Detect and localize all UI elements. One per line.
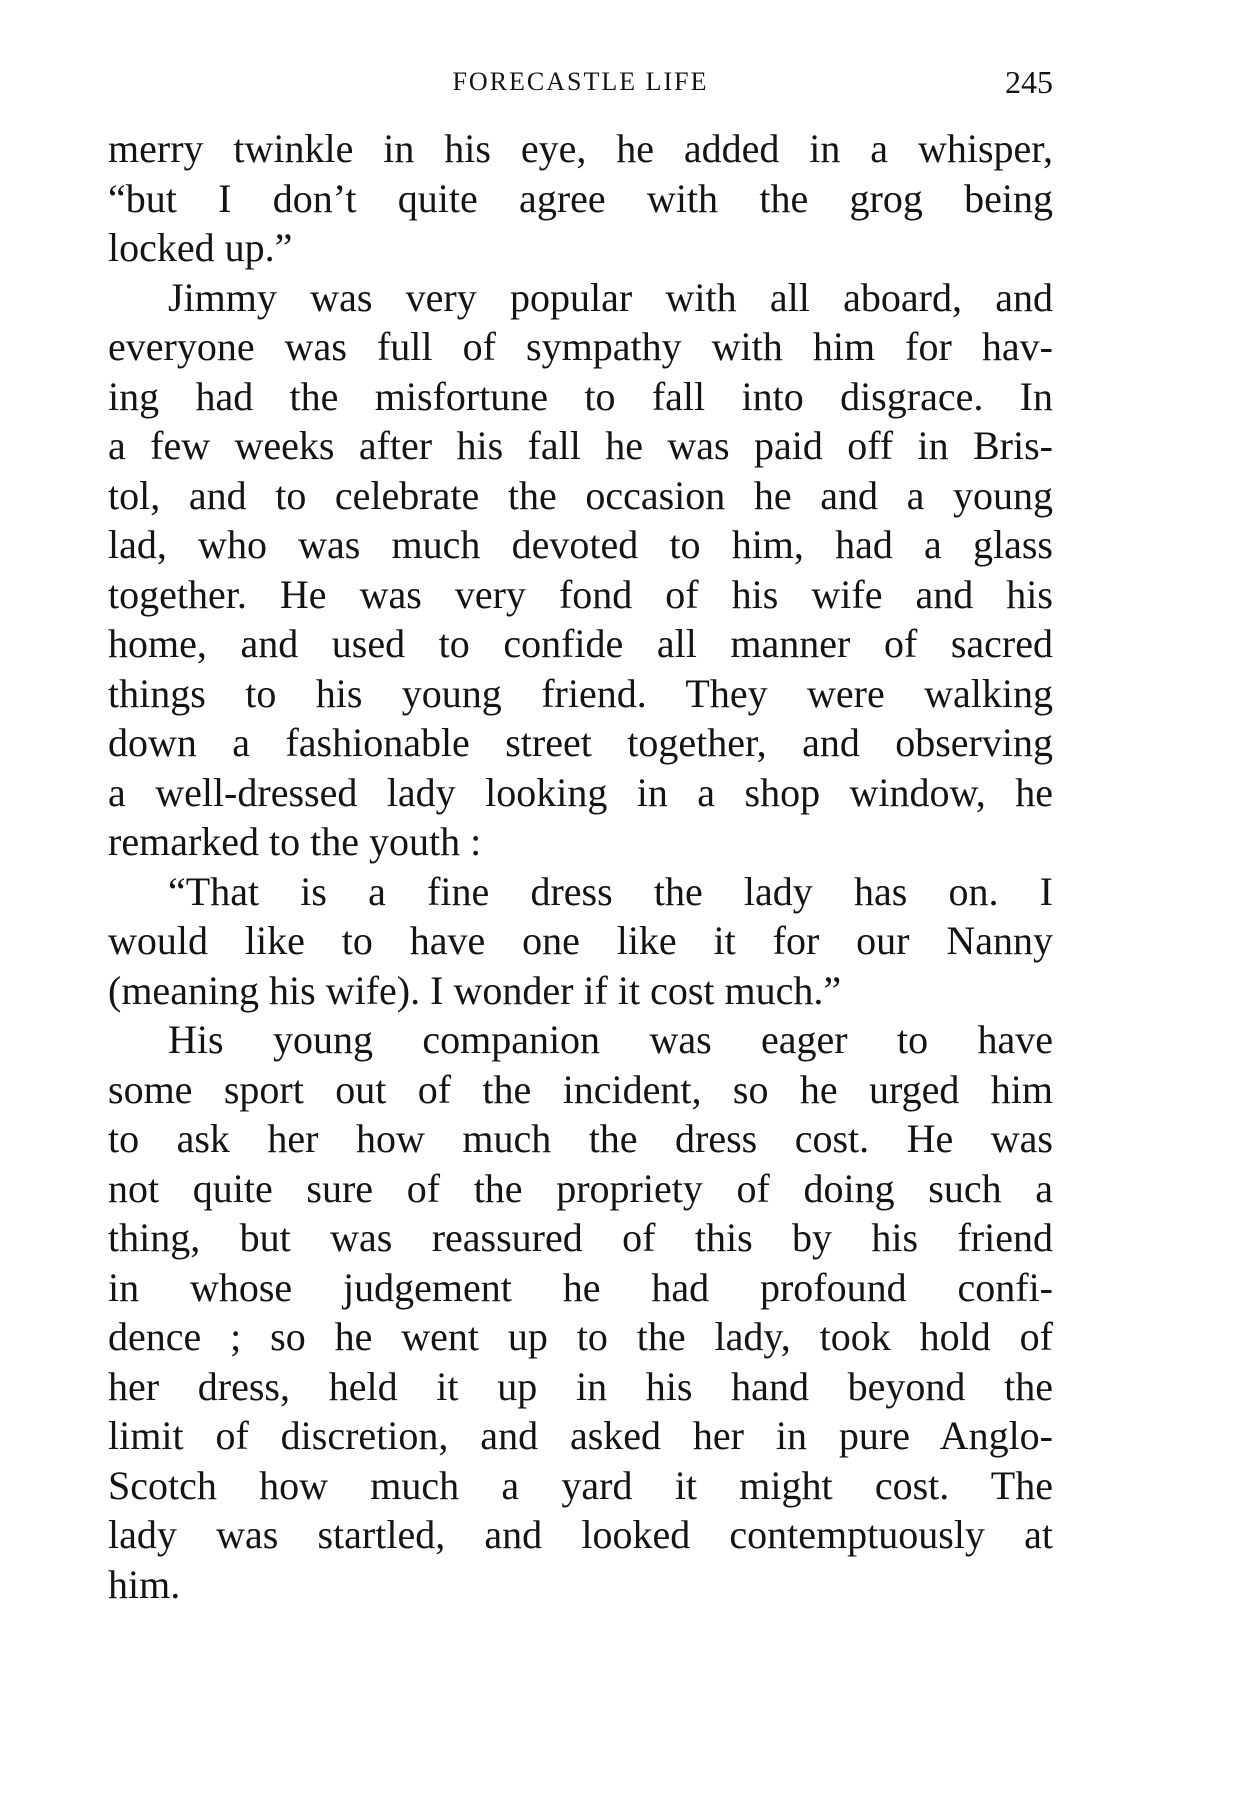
text-line: merry twinkle in his eye, he added in a whisper,: [108, 126, 1053, 171]
body-text: [108, 124, 1053, 1609]
text-line: remarked to the youth :: [108, 819, 482, 864]
text-line: locked up.”: [108, 225, 293, 270]
text-line: some sport out of the incident, so he urged him: [108, 1066, 1053, 1112]
text-line: her dress, held it up in his hand beyond the: [108, 1363, 1053, 1409]
text-line: limit of discretion, and asked her in pure Anglo-: [108, 1413, 1053, 1458]
text-line: together. He was very fond of his wife and his: [108, 571, 1053, 617]
page-number: 245: [1005, 64, 1053, 100]
text-line: (meaning his wife). I wonder if it cost much.”: [108, 967, 842, 1013]
text-line: a well-dressed lady looking in a shop window, he: [108, 769, 1053, 815]
text-line: to ask her how much the dress cost. He was: [108, 1116, 1053, 1161]
running-title: FORECASTLE LIFE: [452, 67, 709, 96]
text-line: dence ; so he went up to the lady, took hold of: [108, 1314, 1053, 1359]
text-line: lady was startled, and looked contemptuously at: [108, 1512, 1053, 1557]
text-line: tol, and to celebrate the occasion he and a young: [108, 472, 1053, 518]
text-line: ing had the misfortune to fall into disgrace. In: [108, 373, 1053, 419]
text-line: His young companion was eager to have: [168, 1017, 1053, 1062]
running-head: [108, 62, 1053, 102]
text-line: thing, but was reassured of this by his friend: [108, 1215, 1053, 1260]
text-line: Scotch how much a yard it might cost. The: [108, 1462, 1053, 1508]
text-line: things to his young friend. They were walking: [108, 670, 1053, 716]
text-line: down a fashionable street together, and observing: [108, 720, 1053, 765]
text-line: him.: [108, 1561, 181, 1607]
text-line: Jimmy was very popular with all aboard, and: [168, 274, 1053, 320]
text-line: not quite sure of the propriety of doing such a: [108, 1165, 1053, 1211]
text-line: a few weeks after his fall he was paid off in Bris-: [108, 423, 1053, 468]
text-line: would like to have one like it for our Nanny: [108, 918, 1053, 963]
text-line: “but I don’t quite agree with the grog being: [108, 175, 1053, 221]
text-line: everyone was full of sympathy with him for hav-: [108, 324, 1053, 369]
text-line: home, and used to confide all manner of sacred: [108, 621, 1053, 666]
text-line: lad, who was much devoted to him, had a glass: [108, 522, 1053, 567]
text-line: in whose judgement he had profound confi-: [108, 1264, 1053, 1310]
text-line: “That is a fine dress the lady has on. I: [168, 868, 1053, 914]
